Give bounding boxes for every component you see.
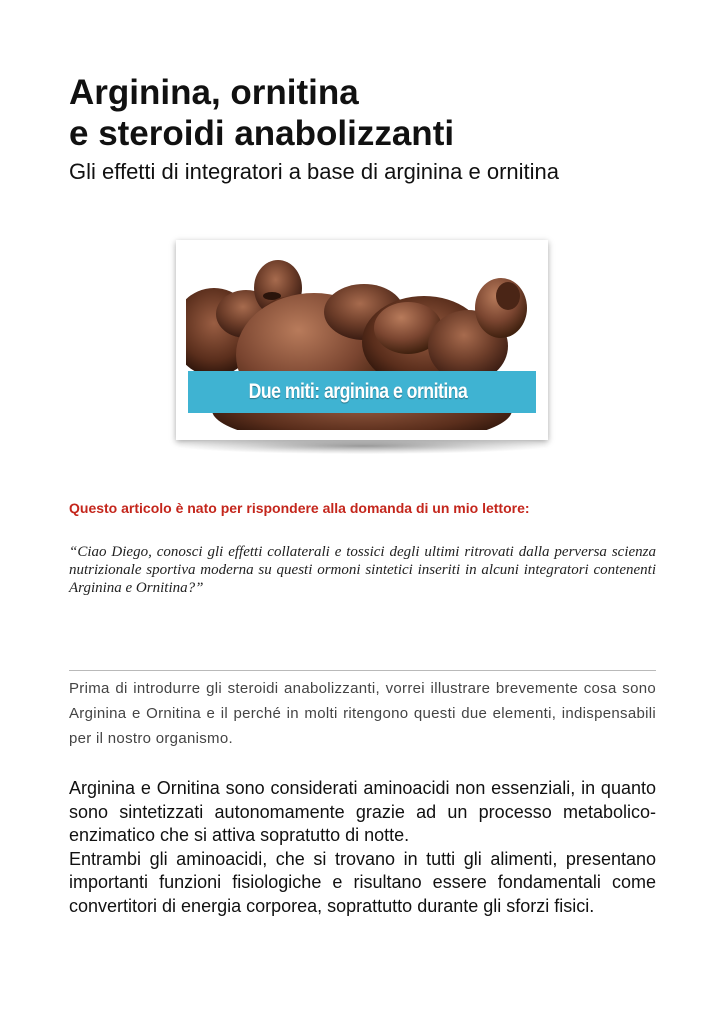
page-subtitle: Gli effetti di integratori a base di arginina e ornitina: [69, 159, 559, 184]
body-paragraph-2: Entrambi gli aminoacidi, che si trovano in tutti gli alimenti, presentano importanti funzioni fisiologiche e risultano essere fondamentali come convertitori di energia corporea, soprattutto durante gli sforzi fisici.: [69, 848, 656, 916]
article-body: [69, 777, 656, 918]
hero-image: [176, 240, 548, 440]
article-lead: Questo articolo è nato per rispondere alla domanda di un mio lettore:: [69, 500, 530, 516]
title-line-1: Arginina, ornitina: [69, 73, 359, 112]
intro-paragraph: Prima di introdurre gli steroidi anabolizzanti, vorrei illustrare brevemente cosa sono Arginina e Ornitina e il perché in molti ritengono questi due elementi, indispensabili per il nostro organismo.: [69, 680, 656, 747]
reader-quote: “Ciao Diego, conosci gli effetti collaterali e tossici degli ultimi ritrovati dalla perversa scienza nutrizionale sportiva moderna su questi ormoni sintetici inseriti in alcuni integratori contenenti Arginina e Ornitina?”: [69, 544, 656, 596]
body-paragraph-1: Arginina e Ornitina sono considerati aminoacidi non essenziali, in quanto sono sintetizzati autonomamente grazie ad un processo metabolico-enzimatico che si attiva sopratutto di notte.: [69, 778, 656, 845]
hero-banner-text: Due miti: arginina e ornitina: [248, 380, 468, 403]
hero-image-shadow: [178, 438, 548, 454]
section-divider: [69, 670, 656, 671]
title-line-2: e steroidi anabolizzanti: [69, 114, 455, 153]
page-title: [69, 72, 669, 154]
hero-banner: [188, 371, 536, 413]
